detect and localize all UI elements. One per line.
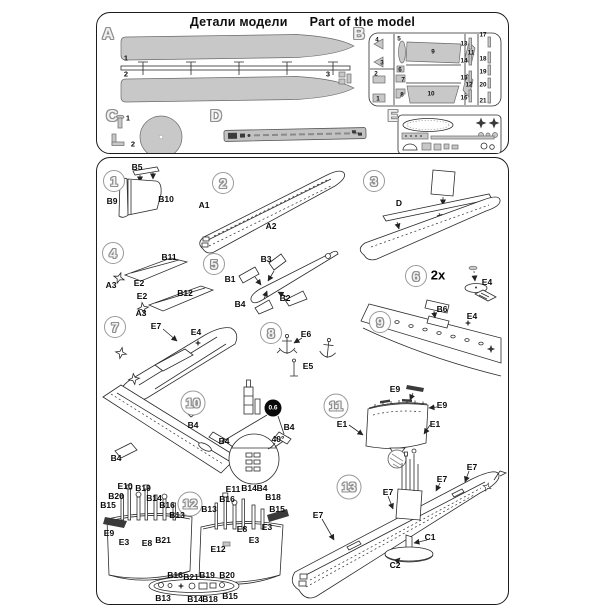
part-label-b16-2: B16 <box>219 494 235 504</box>
section-detail <box>254 467 260 471</box>
bow-door <box>203 237 209 241</box>
sprue-b-num-5: 5 <box>397 35 401 43</box>
fin-part <box>239 267 259 283</box>
step-8-badge <box>260 322 282 344</box>
step-3-number: 3 <box>370 173 378 189</box>
part-label-b16-3: B16 <box>167 570 183 580</box>
step-6-badge <box>405 265 427 287</box>
leader-line <box>388 496 393 509</box>
part-label-e1-1: E1 <box>336 419 348 429</box>
drill-size-value: 0.6 <box>268 404 278 412</box>
etch-bar <box>431 136 494 139</box>
part-label-b21-2: B21 <box>183 572 199 582</box>
part-label-b6: B6 <box>436 304 448 314</box>
sail <box>396 489 422 520</box>
step-11-number: 11 <box>329 398 343 414</box>
anchor-ring <box>285 334 288 337</box>
parts-map-art <box>97 13 508 153</box>
mast-part <box>255 399 260 414</box>
part-label-b14: B14 <box>146 493 162 503</box>
etch-plate <box>422 143 431 150</box>
sprue-b-num-17: 17 <box>479 31 487 39</box>
stand-parts-drawing <box>112 115 182 153</box>
part-label-b4-2: B4 <box>110 453 122 463</box>
anchor-icon <box>319 341 337 359</box>
stick-part <box>488 92 491 103</box>
sprue-a-num-1: 1 <box>123 53 129 63</box>
sprue-b-num-18: 18 <box>479 55 487 63</box>
section-letter-c: C <box>106 108 118 125</box>
part-label-b21: B21 <box>155 535 171 545</box>
mast-head <box>405 452 408 456</box>
part-label-e2-2: E2 <box>136 291 148 301</box>
part-label-b13-3: B13 <box>155 593 171 603</box>
assembly-arrow <box>410 393 413 400</box>
part-label-e7-3: E7 <box>382 487 394 497</box>
sprue-b-num-9: 9 <box>431 48 435 56</box>
sprue-b-num-2: 2 <box>374 70 378 78</box>
part-label-a1: A1 <box>198 200 210 210</box>
step-4-badge <box>102 242 124 264</box>
stern-opening <box>326 254 331 259</box>
anchor-ring <box>327 338 331 342</box>
periscope-mast <box>137 497 140 520</box>
strip-mark <box>358 133 362 136</box>
deck-hole <box>437 332 441 335</box>
bow-door <box>202 243 208 247</box>
etch-plate <box>452 145 458 149</box>
part-label-b1: B1 <box>224 274 236 284</box>
section-letter-d: D <box>210 108 222 125</box>
part-label-b16: B16 <box>159 500 175 510</box>
mast-socket <box>168 584 172 588</box>
part-label-b2: B2 <box>279 293 291 303</box>
etch-rail-part <box>380 400 390 404</box>
part-label-b15-3: B15 <box>222 591 238 601</box>
part-label-b4-5: B4 <box>256 483 268 493</box>
section-detail <box>254 453 260 457</box>
assembly-arrow <box>255 277 261 285</box>
deck-hole <box>409 325 413 328</box>
step-5-drawing <box>239 251 338 314</box>
hull-half-part <box>121 35 354 61</box>
part-label-e4-step7: E4 <box>190 327 202 337</box>
step-4-drawing <box>112 258 213 314</box>
pin-part <box>118 118 122 128</box>
part-label-b10: B10 <box>158 194 174 204</box>
part-label-a3-1: A3 <box>105 280 117 290</box>
anchor-assembly-right <box>319 338 337 359</box>
part-label-b4-4: B4 <box>283 422 295 432</box>
step-3-badge <box>363 170 385 192</box>
step-12-number: 12 <box>182 496 198 512</box>
etch-dot <box>415 135 417 137</box>
step-1-number: 1 <box>110 173 118 189</box>
etch-strip-part <box>406 385 424 392</box>
sprue-b-num-19: 19 <box>479 68 487 76</box>
step-7-badge <box>104 316 126 338</box>
leader-line <box>349 425 363 435</box>
step-11-drawing <box>349 385 437 468</box>
part-label-e9-1: E9 <box>389 384 401 394</box>
part-label-e7-1: E7 <box>466 462 478 472</box>
small-part <box>347 74 351 83</box>
stick-part <box>488 78 491 88</box>
stick-part <box>469 71 472 82</box>
stand-base <box>385 547 433 561</box>
sprue-runner <box>121 66 350 70</box>
stand-base-part <box>140 116 182 153</box>
step-13-number: 13 <box>341 479 357 495</box>
part-label-e2-1: E2 <box>133 278 145 288</box>
stick-part <box>469 38 472 49</box>
sprue-b-num-11: 11 <box>467 49 475 57</box>
section-detail <box>254 460 260 464</box>
part-label-e8-2: E8 <box>236 524 248 534</box>
part-label-e8-1: E8 <box>141 538 153 548</box>
sprue-b-num-8: 8 <box>400 91 404 99</box>
sprue-b-num-14: 14 <box>460 57 468 65</box>
part-label-a3-2: A3 <box>135 308 147 318</box>
deck-hole <box>423 328 427 331</box>
periscope-mast <box>128 489 131 520</box>
leader-line <box>465 471 469 482</box>
sprue-a-drawing <box>121 35 354 103</box>
part-label-b4: B4 <box>234 299 246 309</box>
deck-hole <box>395 321 399 324</box>
sprue-b-num-16: 16 <box>460 94 468 102</box>
angle-label-40deg: 40° <box>271 434 285 444</box>
assembly-arrow <box>268 271 274 281</box>
sail-half-right <box>128 179 161 215</box>
etch-plate <box>434 144 441 150</box>
sprue-b-num-3: 3 <box>380 59 384 67</box>
stick-part <box>469 90 472 102</box>
etch-dot <box>405 135 407 137</box>
part-label-b14-3: B14 <box>187 594 203 604</box>
section-detail <box>246 453 252 457</box>
part-label-b18-2: B18 <box>202 594 218 604</box>
step-10-badge <box>181 391 206 416</box>
part-label-e3-2: E3 <box>261 522 273 532</box>
part-label-e9-3: E9 <box>103 528 115 538</box>
etch-dot <box>410 135 412 137</box>
stern-assembly <box>121 328 237 403</box>
part-label-b13: B13 <box>169 510 185 520</box>
blade-part <box>399 41 406 63</box>
title-russian: Детали модели <box>189 15 288 29</box>
part-label-b15-2: B15 <box>269 504 285 514</box>
propeller-icon <box>114 346 127 359</box>
section-letter-a: A <box>102 26 114 43</box>
step-1-badge <box>103 170 125 192</box>
part-label-e6: E6 <box>300 329 312 339</box>
assembly-arrow <box>397 222 399 229</box>
step-1-drawing <box>119 167 161 217</box>
part-label-b11: B11 <box>161 252 177 262</box>
part-label-e3-3: E3 <box>248 535 260 545</box>
part-label-e4-step9: E4 <box>466 311 478 321</box>
mast-socket <box>220 583 225 588</box>
sprue-b-num-1: 1 <box>376 95 380 103</box>
parts-map-panel <box>96 12 509 154</box>
bracket-part <box>112 142 124 146</box>
mast-socket <box>199 583 207 589</box>
part-label-b12: B12 <box>177 288 193 298</box>
part-label-e12: E12 <box>210 544 226 554</box>
part-label-e7-4: E7 <box>312 510 324 520</box>
part-label-e11: E11 <box>225 484 241 494</box>
sail-part <box>431 170 455 196</box>
step-13-badge <box>337 475 362 500</box>
step-2-badge <box>212 172 234 194</box>
sprue-b-num-10: 10 <box>427 90 435 98</box>
part-label-e10: E10 <box>117 481 133 491</box>
leader-line <box>429 407 437 408</box>
hull-half-part <box>121 77 354 103</box>
periscope-mast <box>233 505 236 529</box>
step-6-quantity: 2x <box>430 267 446 283</box>
part-label-b4-3: B4 <box>218 436 230 446</box>
part-label-b19: B19 <box>135 483 151 493</box>
mast-head <box>412 449 416 453</box>
section-letter-b: B <box>353 26 365 43</box>
photoetch-fret-drawing <box>398 115 501 153</box>
mast-head <box>247 380 251 387</box>
step-5-number: 5 <box>210 256 218 272</box>
part-label-b20: B20 <box>108 491 124 501</box>
part-label-e7-2: E7 <box>436 474 448 484</box>
step-8-number: 8 <box>267 325 275 341</box>
drill-size-callout <box>265 400 282 417</box>
etch-dot <box>420 135 422 137</box>
step-7-drawing <box>114 328 236 403</box>
mast-head <box>162 494 167 499</box>
part-label-c2: C2 <box>389 560 401 570</box>
part-label-a2: A2 <box>265 221 277 231</box>
page-title <box>97 15 508 29</box>
sprue-b-num-13: 13 <box>460 40 468 48</box>
part-label-e3-1: E3 <box>118 537 130 547</box>
deck-hole <box>479 342 483 345</box>
periscope-mast <box>252 505 255 529</box>
part-label-e9-2: E9 <box>436 400 448 410</box>
part-label-b5: B5 <box>131 162 143 172</box>
assembly-steps-panel <box>96 157 509 605</box>
sprue-b-num-15: 15 <box>460 74 468 82</box>
title-english: Part of the model <box>309 15 416 29</box>
sprue-b-num-6: 6 <box>398 66 402 74</box>
step-2-number: 2 <box>219 175 227 191</box>
strip-mark <box>228 133 237 139</box>
magnifier-circle-icon <box>388 450 406 468</box>
part-label-b20-2: B20 <box>219 570 235 580</box>
sprue-a-num-2: 2 <box>123 69 129 79</box>
sprue-b-num-4: 4 <box>375 36 379 44</box>
deck-hole <box>465 339 469 342</box>
section-letter-e: E <box>387 108 399 125</box>
part-label-e7-step7: E7 <box>150 321 162 331</box>
sprue-c-num-1: 1 <box>125 113 131 123</box>
dome-center <box>475 287 477 289</box>
step-6-number: 6 <box>412 268 420 284</box>
stand-base-hole <box>159 135 163 139</box>
part-label-d: D <box>395 198 403 208</box>
etch-plate <box>444 144 449 149</box>
stick-part <box>488 37 491 47</box>
strip-mark <box>352 130 356 133</box>
step-10-number: 10 <box>185 395 201 411</box>
pin-head <box>293 359 296 362</box>
step-9-badge <box>369 311 391 333</box>
part-label-c1: C1 <box>424 532 436 542</box>
small-part <box>339 72 345 77</box>
stick-part <box>488 65 491 75</box>
sail-assembly <box>366 404 428 449</box>
assembly-arrow <box>474 271 475 281</box>
small-part <box>339 79 345 84</box>
deck-strip-drawing <box>224 128 366 142</box>
part-label-b19-2: B19 <box>199 570 215 580</box>
pin-part <box>290 362 298 376</box>
part-label-b9: B9 <box>106 196 118 206</box>
section-detail <box>246 460 252 464</box>
part-label-b4-1: B4 <box>187 420 199 430</box>
sprue-b-num-7: 7 <box>401 76 405 84</box>
mast-part <box>244 387 253 414</box>
deck-hole <box>451 335 455 338</box>
bow-door <box>299 581 306 586</box>
part-label-e4-step6: E4 <box>481 277 493 287</box>
mast-socket <box>159 583 164 588</box>
leader-line <box>163 329 177 341</box>
etch-rail-part <box>402 399 412 402</box>
sprue-b-num-12: 12 <box>465 81 473 89</box>
leader-line <box>436 483 440 491</box>
sprue-a-num-3: 3 <box>325 69 331 79</box>
stick-part <box>488 52 491 63</box>
step-11-badge <box>324 394 349 419</box>
sprue-c-num-2: 2 <box>130 139 136 149</box>
step-5-badge <box>203 253 225 275</box>
step-4-number: 4 <box>109 245 117 261</box>
sprue-b-num-20: 20 <box>479 81 487 89</box>
mast-socket <box>210 583 216 588</box>
part-label-b13-2: B13 <box>201 504 217 514</box>
mast-socket <box>189 583 195 589</box>
etch-part <box>469 266 477 270</box>
step-7-number: 7 <box>111 319 119 335</box>
part-label-e5: E5 <box>302 361 314 371</box>
step-9-number: 9 <box>376 314 384 330</box>
section-detail <box>246 467 252 471</box>
bow-door <box>300 574 307 579</box>
strip-mark <box>240 134 245 138</box>
part-label-b3: B3 <box>260 254 272 264</box>
sprue-b-num-21: 21 <box>479 97 487 105</box>
part-label-b14-2: B14 <box>241 483 257 493</box>
part-label-b15: B15 <box>100 500 116 510</box>
anchor-icon <box>279 338 295 354</box>
leader-line <box>322 519 334 540</box>
part-label-e1-2: E1 <box>429 419 441 429</box>
part-label-b18: B18 <box>265 492 281 502</box>
